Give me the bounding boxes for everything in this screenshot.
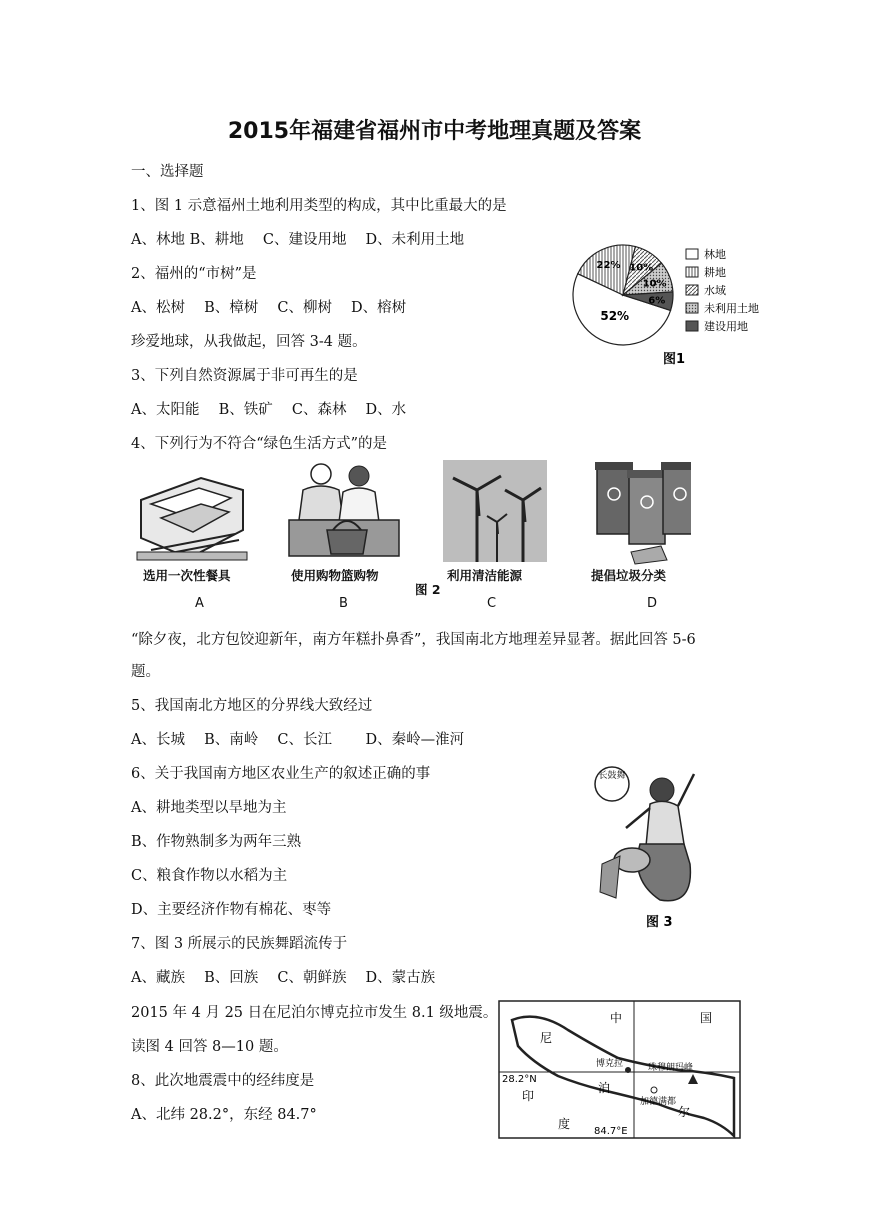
- intro-3-4: 珍爱地球，从我做起，回答 3-4 题。: [131, 334, 367, 350]
- question-5: 5、我国南北方地区的分界线大致经过: [131, 698, 373, 714]
- legend-swatch-water: [686, 285, 698, 295]
- question-6-option-b: B、作物熟制多为两年三熟: [131, 834, 302, 850]
- shopping-basket-picture: [289, 464, 399, 556]
- figure-3-dancer: [590, 764, 710, 932]
- question-8: 8、此次地震震中的经纬度是: [131, 1073, 315, 1089]
- figure-2-letter-a: A: [195, 596, 204, 611]
- figure-2: [131, 460, 691, 620]
- figure-1-pie-chart: [568, 235, 788, 375]
- figure-2-letter-d: D: [647, 596, 658, 611]
- label-nepal-1: 尼: [540, 1031, 553, 1045]
- label-pokhara: 博克拉: [596, 1059, 624, 1069]
- label-everest: 珠穆朗玛峰: [648, 1063, 694, 1073]
- label-china-2: 国: [700, 1011, 713, 1025]
- garbage-bins-picture: [595, 462, 691, 564]
- question-2: 2、福州的“市树”是: [131, 266, 257, 282]
- intro-5-6: “除夕夜，北方包饺迎新年，南方年糕扑鼻香”，我国南北方地理差异显著。据此回答 5-6: [131, 632, 696, 648]
- label-kathmandu: 加德满都: [640, 1097, 677, 1107]
- question-6-option-c: C、粮食作物以水稻为主: [131, 868, 288, 884]
- legend-forest: 林地: [704, 248, 726, 261]
- pie-legend: [686, 247, 759, 333]
- figure-4-map: [498, 1000, 742, 1140]
- question-6: 6、关于我国南方地区农业生产的叙述正确的事: [131, 766, 431, 782]
- figure-2-label-a: 选用一次性餐具: [143, 568, 231, 583]
- pie-label-4: 6%: [648, 295, 666, 307]
- legend-construction: 建设用地: [704, 320, 748, 333]
- wind-turbines-picture: [443, 460, 547, 562]
- label-latitude: 28.2°N: [502, 1074, 537, 1085]
- question-1: 1、图 1 示意福州土地利用类型的构成，其中比重最大的是: [131, 198, 507, 214]
- legend-swatch-farmland: [686, 267, 698, 277]
- question-7-options: A、藏族 B、回族 C、朝鲜族 D、蒙古族: [131, 970, 436, 986]
- section-heading: 一、选择题: [131, 164, 204, 180]
- figure-1-caption: 图1: [663, 352, 686, 367]
- figure-2-label-d: 提倡垃圾分类: [591, 568, 667, 583]
- legend-unused: 未利用土地: [704, 302, 759, 315]
- question-7: 7、图 3 所展示的民族舞蹈流传于: [131, 936, 348, 952]
- question-3-options: A、太阳能 B、铁矿 C、森林 D、水: [131, 402, 407, 418]
- figure-2-caption: 图 2: [415, 582, 441, 597]
- disposable-tableware-picture: [137, 478, 247, 560]
- label-nepal-2: 泊: [598, 1081, 611, 1095]
- figure-2-letter-c: C: [487, 596, 497, 611]
- legend-water: 水域: [704, 284, 726, 297]
- figure-2-letter-b: B: [339, 596, 348, 611]
- question-1-options: A、林地 B、耕地 C、建设用地 D、未利用土地: [131, 232, 465, 248]
- question-4: 4、下列行为不符合“绿色生活方式”的是: [131, 436, 388, 452]
- legend-swatch-forest: [686, 249, 698, 259]
- legend-farmland: 耕地: [704, 266, 726, 279]
- question-6-option-a: A、耕地类型以旱地为主: [131, 800, 287, 816]
- seal-text: 长鼓舞: [598, 771, 626, 781]
- question-3: 3、下列自然资源属于非可再生的是: [131, 368, 358, 384]
- label-longitude: 84.7°E: [594, 1126, 628, 1137]
- figure-3-caption: 图 3: [646, 915, 673, 930]
- label-india-2: 度: [558, 1117, 571, 1131]
- question-2-options: A、松树 B、樟树 C、柳树 D、榕树: [131, 300, 407, 316]
- intro-8-10-cont: 读图 4 回答 8—10 题。: [131, 1039, 288, 1055]
- pie-label-3: 10%: [642, 278, 667, 290]
- figure-2-label-c: 利用清洁能源: [447, 568, 523, 583]
- pie-label-1: 22%: [596, 260, 621, 272]
- pie-label-0: 52%: [600, 308, 630, 323]
- legend-swatch-construction: [686, 321, 698, 331]
- label-china-1: 中: [610, 1011, 623, 1025]
- question-6-option-d: D、主要经济作物有棉花、枣等: [131, 902, 332, 918]
- figure-2-illustrations: [131, 460, 691, 568]
- legend-swatch-unused: [686, 303, 698, 313]
- question-8-option-a: A、北纬 28.2°，东经 84.7°: [131, 1107, 317, 1123]
- figure-2-label-b: 使用购物篮购物: [291, 568, 379, 583]
- intro-5-6-cont: 题。: [131, 664, 160, 680]
- pie-label-2: 10%: [629, 262, 654, 274]
- question-5-options: A、长城 B、南岭 C、长江 D、秦岭—淮河: [131, 732, 465, 748]
- label-nepal-3: 尔: [678, 1105, 691, 1119]
- page-title: 2015年福建省福州市中考地理真题及答案: [227, 119, 642, 144]
- label-india-1: 印: [522, 1089, 535, 1103]
- intro-8-10: 2015 年 4 月 25 日在尼泊尔博克拉市发生 8.1 级地震。: [131, 1005, 498, 1021]
- pokhara-marker: [625, 1067, 631, 1073]
